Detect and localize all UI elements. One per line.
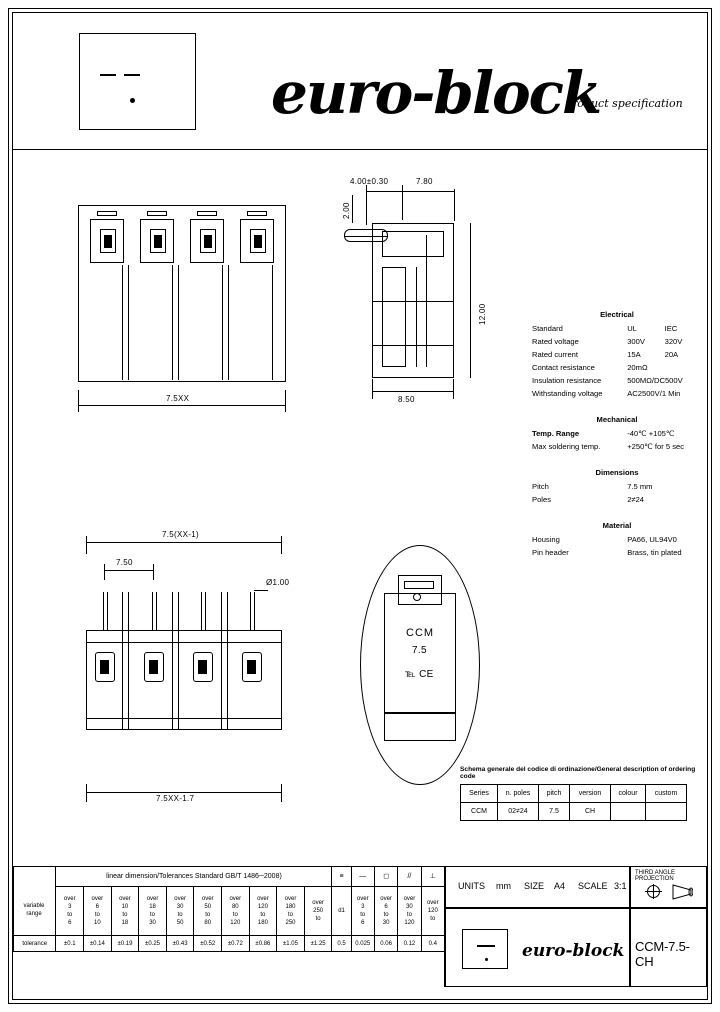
spec-key: Housing: [532, 535, 560, 544]
spec-key: Contact resistance: [532, 363, 595, 372]
spec-val-ul: 300V: [627, 337, 645, 346]
top-view-pole-3-inner: [200, 229, 216, 253]
label-text-pitch: 7.5: [412, 645, 427, 656]
part-number: CCM-7.5-CH: [635, 939, 690, 969]
front-pole-pin-1: [100, 660, 109, 674]
tolerance-range-row: [14, 887, 445, 936]
top-view-pole-1-inner: [100, 229, 116, 253]
tolerance-value: ±0.86: [249, 936, 277, 952]
tolerance-range-cell: over 120 to 180: [249, 887, 277, 936]
dim-top-pitch: 7.5XX: [166, 394, 190, 403]
front-pole-pin-3: [198, 660, 207, 674]
ordering-code-block: [460, 766, 700, 821]
part-number-cell: [630, 908, 707, 987]
ordering-caption: Schema generale del codice di ordinazione/General description of ordering code: [460, 766, 696, 780]
product-specification-label: product specification: [565, 97, 683, 110]
spec-key: Temp. Range: [532, 429, 580, 438]
spec-val-iec: 320V: [664, 337, 683, 346]
front-pole-pin-4: [247, 660, 256, 674]
spec-row: [532, 335, 702, 348]
tolerance-extra-head-1: d1: [332, 887, 351, 936]
tolerance-value: 0.12: [398, 936, 421, 952]
top-view-slot-3: [197, 211, 217, 216]
top-view-slot-1: [97, 211, 117, 216]
tolerance-range-cell: over 30 to 50: [166, 887, 194, 936]
spec-row: [532, 480, 702, 493]
tolerance-extra-head-2: over 3 to 6: [351, 887, 374, 936]
top-view-pole-2: [140, 219, 174, 263]
tolerance-value: 0.5: [332, 936, 351, 952]
side-body-cavity: [382, 267, 406, 367]
top-view-slot-2: [147, 211, 167, 216]
spec-row: [532, 427, 702, 440]
tolerance-range-cell: over 10 to 18: [111, 887, 139, 936]
scale-value: 3:1: [614, 881, 627, 891]
tolerance-value: ±0.1: [56, 936, 84, 952]
size-label: SIZE: [524, 881, 545, 891]
title-block: [445, 866, 707, 987]
tolerance-range-cell: over 50 to 80: [194, 887, 222, 936]
spec-section-dimensions: Dimensions: [595, 468, 639, 477]
tolerance-value: ±1.05: [277, 936, 305, 952]
spec-row: [532, 493, 702, 506]
projection-label: THIRD ANGLE PROJECTION: [635, 870, 676, 882]
spec-key: Rated voltage: [532, 337, 579, 346]
tolerance-extra-head-4: over 30 to 120: [398, 887, 421, 936]
spec-val: PA66, UL94V0: [627, 535, 677, 544]
side-section-view: [330, 175, 510, 405]
tolerance-extra-head-5: over 120 to: [421, 887, 444, 936]
dim-side-top-2: 7.80: [416, 177, 433, 186]
spec-key: Pin header: [532, 548, 569, 557]
spec-dimensions-table: [532, 480, 702, 506]
spec-row: [532, 440, 702, 453]
tolerance-value: ±0.43: [166, 936, 194, 952]
spec-val: 20mΩ: [627, 363, 648, 372]
dim-side-left: 2.00: [342, 202, 351, 219]
dim-side-top-1: 4.00±0.30: [350, 177, 389, 186]
top-view-slot-4: [247, 211, 267, 216]
ordering-header-row: [461, 785, 687, 803]
spec-key: Max soldering temp.: [532, 442, 601, 451]
tolerance-corner-cell: [14, 867, 56, 936]
ordering-header-custom: custom: [646, 785, 687, 803]
tolerance-range-cell: over 180 to 250: [277, 887, 305, 936]
label-top-cap: [398, 575, 442, 605]
specification-table: [532, 305, 702, 559]
spec-row: [532, 387, 702, 400]
tolerance-symbol-3: ◻: [374, 867, 397, 887]
label-text-series: CCM: [406, 627, 435, 639]
top-view-pole-3: [190, 219, 224, 263]
title-logo-dot-icon: [485, 958, 488, 961]
side-body-top-chamber: [382, 231, 444, 257]
dim-side-bottom: 8.50: [398, 395, 415, 404]
projection-cone-icon: [671, 883, 693, 901]
logo-dot-icon: [130, 98, 135, 103]
top-view-pole-4-pin: [254, 235, 262, 248]
units-size-scale-row: [445, 866, 630, 908]
tolerance-symbol-5: ⊥: [421, 867, 444, 887]
spec-electrical-table: [532, 322, 702, 400]
spec-val: Brass, tin plated: [627, 548, 682, 557]
spec-section-mechanical: Mechanical: [596, 415, 638, 424]
brand-title: euro-block: [271, 59, 601, 127]
spec-section-electrical: Electrical: [600, 310, 634, 319]
spec-val-iec: IEC: [664, 324, 678, 333]
spec-val: 500MΩ/DC500V: [627, 376, 683, 385]
tolerance-value: 0.06: [374, 936, 397, 952]
top-view-drawing: [78, 205, 286, 403]
spec-key: Pitch: [532, 482, 549, 491]
units-label: UNITS: [458, 881, 485, 891]
ordering-table: [460, 784, 687, 821]
spec-val: AC2500V/1 Min: [627, 389, 681, 398]
logo-box: [79, 33, 196, 130]
spec-key: Insulation resistance: [532, 376, 602, 385]
tolerance-row-label: tolerance: [14, 936, 56, 952]
tolerance-symbol-2: —: [351, 867, 374, 887]
spec-mechanical-table: [532, 427, 702, 453]
dim-front-pin-diameter: Ø1.00: [266, 578, 290, 587]
front-view-drawing: [78, 530, 308, 820]
spec-val: 2≠24: [627, 495, 645, 504]
top-view-pole-4: [240, 219, 274, 263]
ordering-value-colour: [611, 803, 646, 821]
ordering-value-poles: 02≠24: [498, 803, 539, 821]
spec-val-ul: UL: [627, 324, 637, 333]
ordering-value-row: [461, 803, 687, 821]
spec-key: Rated current: [532, 350, 579, 359]
spec-material-table: [532, 533, 702, 559]
top-view-pole-4-inner: [250, 229, 266, 253]
tolerance-range-cell: over 80 to 120: [222, 887, 250, 936]
title-logo-box: [462, 929, 508, 969]
ordering-header-series: Series: [461, 785, 498, 803]
top-view-pole-2-pin: [154, 235, 162, 248]
spec-row: [532, 546, 702, 559]
size-value: A4: [554, 881, 566, 891]
ordering-header-colour: colour: [611, 785, 646, 803]
tolerance-value: ±0.72: [222, 936, 250, 952]
dim-front-bottom: 7.5XX-1.7: [156, 794, 195, 803]
label-top-slot: [404, 581, 434, 589]
scale-label: SCALE: [578, 881, 608, 891]
top-view-pole-2-inner: [150, 229, 166, 253]
tolerance-value: ±0.52: [194, 936, 222, 952]
tolerance-header-row: [14, 867, 445, 887]
dim-side-right: 12.00: [478, 303, 487, 325]
spec-val: 7.5 mm: [627, 482, 653, 491]
tolerance-value: 0.025: [351, 936, 374, 952]
spec-row: [532, 374, 702, 387]
header-band: [13, 13, 707, 150]
ordering-header-version: version: [570, 785, 611, 803]
tolerance-grid: [13, 866, 445, 952]
spec-key: Withstanding voltage: [532, 389, 603, 398]
label-base: [384, 713, 456, 741]
ordering-header-poles: n. poles: [498, 785, 539, 803]
ordering-value-pitch: 7.5: [539, 803, 570, 821]
units-value: mm: [496, 881, 511, 891]
tolerance-range-cell: over 250 to: [304, 887, 332, 936]
logo-dash-left-icon: [100, 74, 116, 76]
tolerance-value: ±1.25: [304, 936, 332, 952]
spec-val: +250℃ for 5 sec: [627, 442, 685, 451]
tolerance-variable-range-label: variable range: [23, 903, 45, 917]
tolerance-caption: linear dimension/Tolerances Standard GB/T 1486─2008): [56, 867, 332, 887]
tolerance-table: [13, 866, 445, 987]
tolerance-range-cell: over 18 to 30: [139, 887, 167, 936]
front-pole-pin-2: [149, 660, 158, 674]
spec-val: -40℃ +105℃: [627, 429, 675, 438]
tolerance-value: ±0.19: [111, 936, 139, 952]
label-text-marks: ℡ CE: [405, 669, 434, 680]
tolerance-range-cell: over 6 to 10: [84, 887, 112, 936]
spec-key: Poles: [532, 495, 551, 504]
product-label-view: [360, 545, 480, 785]
ordering-header-pitch: pitch: [539, 785, 570, 803]
tolerance-extra-head-3: over 6 to 30: [374, 887, 397, 936]
ordering-value-version: CH: [570, 803, 611, 821]
tolerance-values-row: [14, 936, 445, 952]
spec-row: [532, 361, 702, 374]
top-view-pole-1-pin: [104, 235, 112, 248]
title-brand: euro-block: [522, 941, 625, 961]
spec-row: [532, 533, 702, 546]
projection-cell: [630, 866, 707, 908]
spec-val-ul: 15A: [627, 350, 641, 359]
top-view-pole-3-pin: [204, 235, 212, 248]
spec-row: [532, 348, 702, 361]
label-top-hole: [413, 593, 421, 601]
dim-front-pitch: 7.50: [116, 558, 133, 567]
spec-section-material: Material: [602, 521, 632, 530]
tolerance-symbol-1: ≡: [332, 867, 351, 887]
top-view-pole-1: [90, 219, 124, 263]
spec-row: [532, 322, 702, 335]
ordering-value-custom: [646, 803, 687, 821]
spec-val-iec: 20A: [664, 350, 679, 359]
brand-cell: [445, 908, 630, 987]
tolerance-symbol-4: //: [398, 867, 421, 887]
spec-key: Standard: [532, 324, 563, 333]
tolerance-value: ±0.14: [84, 936, 112, 952]
logo-dash-right-icon: [124, 74, 140, 76]
tolerance-range-cell: over 3 to 6: [56, 887, 84, 936]
dim-front-overall: 7.5(XX-1): [162, 530, 199, 539]
tolerance-value: 0.4: [421, 936, 444, 952]
ordering-value-series: CCM: [461, 803, 498, 821]
title-logo-dash-icon: [477, 945, 495, 947]
tolerance-value: ±0.25: [139, 936, 167, 952]
